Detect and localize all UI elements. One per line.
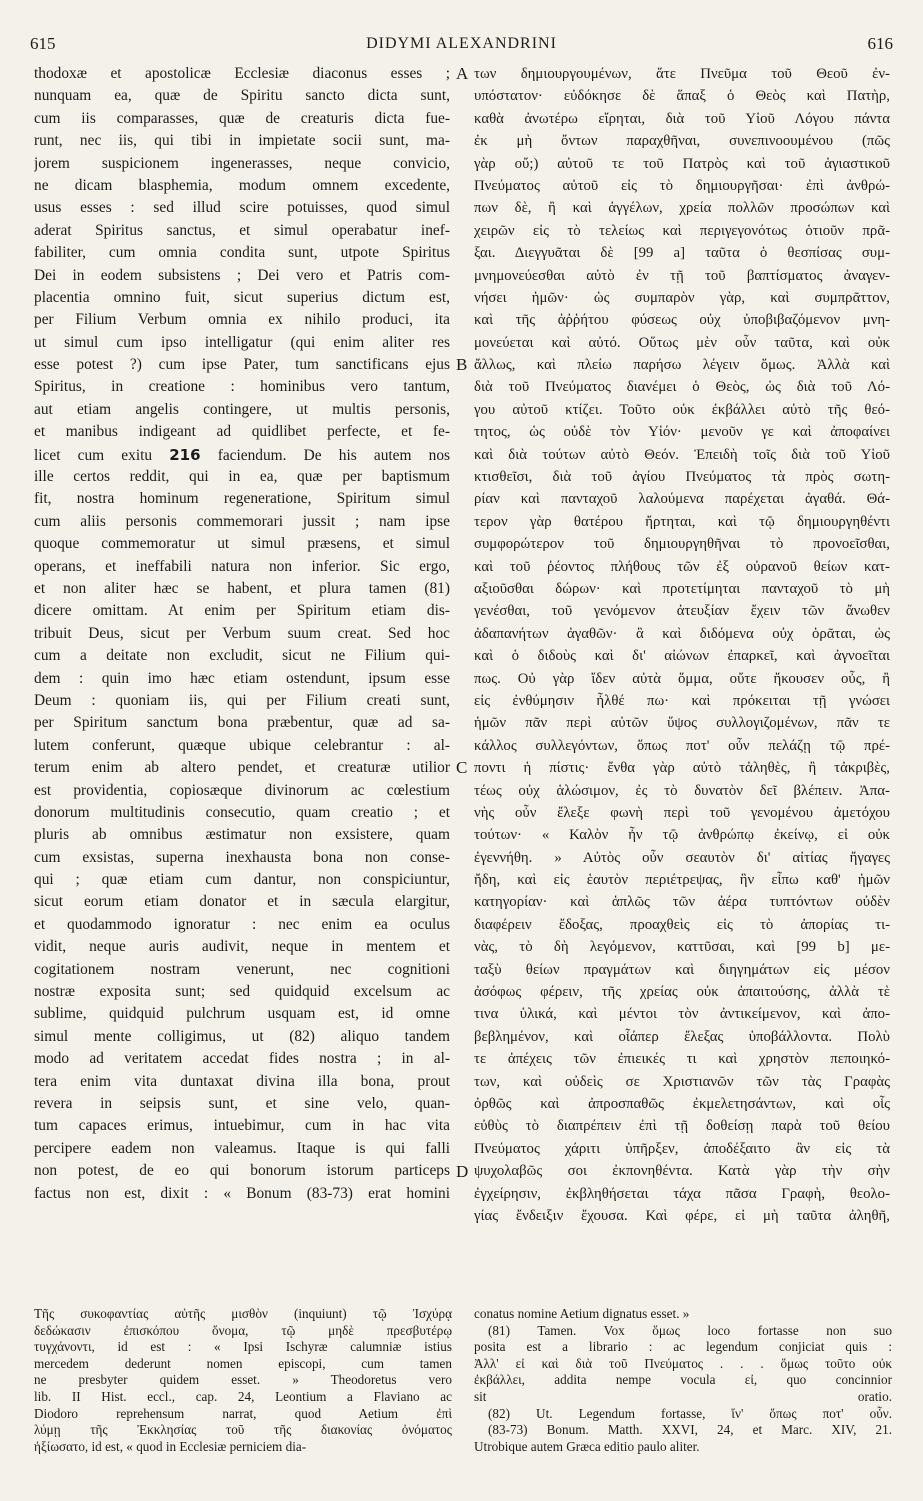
latin-line: per Filium Verbum omnia ex nihilo produci, ita xyxy=(34,311,450,329)
footnote-line: (81) Tamen. Vox ὅμως loco fortasse non suo xyxy=(488,1322,892,1338)
greek-line: καὶ ὁ διδοὺς καὶ δι' αἰώνων ἐπαρκεῖ, καὶ ἀγνοεῖται xyxy=(474,648,890,665)
latin-line: nunquam ea, quæ de Spiritu sancto dicta sunt, xyxy=(34,87,450,105)
greek-line: νὰς, τὸ δὴ λεγόμενον, καττῦσαι, καὶ [99 b] με- xyxy=(474,939,890,956)
greek-line: ὀρθῶς καὶ ἀπροσπαθῶς ἐκμελετησάντων, καὶ οἷς xyxy=(474,1095,890,1112)
greek-line: μνημονεύεσθαι αὐτὸ ἐν τῇ τοῦ βαπτίσματος ἀναγεν- xyxy=(474,267,890,284)
greek-column xyxy=(474,63,890,1227)
latin-line: terum enim ab altero pendet, et creaturæ utilior xyxy=(34,759,450,777)
latin-line: ne dicam blasphemia, modum omnem excedente, xyxy=(34,176,450,194)
greek-line: τερον γὰρ θατέρου ἤρτηται, καὶ τῷ δημιουργηθέντι xyxy=(474,513,890,530)
greek-line: νὴς οὖν ἔλεξε φωνὴ περὶ τοῦ γενομένου ἀμετόχου xyxy=(474,804,890,821)
greek-line: καθὰ ἀνωτέρω εἴρηται, διὰ τοῦ Υἱοῦ Λόγου πάντα xyxy=(474,110,890,127)
greek-line: τινα ὑλικά, καὶ μέντοι τὸν ἀντικείμενον, καὶ ἀπο- xyxy=(474,1006,890,1023)
latin-line: ille certos reddit, qui in ea, quæ per baptismum xyxy=(34,468,450,486)
footnote-line: posita est a librario : ac legendum conjiciat quis : xyxy=(474,1339,892,1355)
footnote-line: Utrobique autem Græca editio paulo aliter. xyxy=(474,1438,700,1454)
footnote-line: (82) Ut. Legendum fortasse, ἵν' ὅπως ποτ' οὖν. xyxy=(488,1405,892,1421)
greek-line: ἐκ μὴ ὄντων παραχθῆναι, συνεπινοουμένου (πῶς xyxy=(474,133,890,150)
greek-line: καὶ διὰ τούτων αὐτὸ Θεόν. Ἐπειδὴ τοῖς διὰ τοῦ Υἱοῦ xyxy=(474,446,890,463)
greek-line: συμφορώτερον τοῦ δημιουργηθῆναι τὸ προνοεῖσθαι, xyxy=(474,536,890,553)
greek-line: υπόστατον· εὐδόκησε δὲ ἅπαξ ὁ Θεὸς καὶ Πατὴρ, xyxy=(474,88,890,105)
greek-line: τέως οὐχ ἁλώσιμον, ἐς τὸ δυνατὸν δεῖ βλέπειν. Ἀπα- xyxy=(474,782,890,799)
greek-line: εἰς ἐνθύμησιν ἦλθέ πω· καὶ πρόκειται τῇ γνώσει xyxy=(474,692,890,709)
footnote-line: τυγχάνοντι, id est : « Ipsi Ischyræ calumniæ istius xyxy=(34,1339,452,1355)
latin-line: cogitationem nostram venerunt, nec cognitioni xyxy=(34,960,450,978)
greek-line: βεβλημένον, καὶ οἷάπερ ἔλεξας ὑποβάλλοντα. Πολὺ xyxy=(474,1028,890,1045)
latin-line: qui ; quæ etiam cum dantur, non conspiciuntur, xyxy=(34,871,450,889)
latin-line: dicere omittam. At enim per Spiritum etiam dis- xyxy=(34,602,450,620)
latin-column xyxy=(34,63,450,1205)
greek-line: των δημιουργουμένων, ἅτε Πνεῦμα τοῦ Θεοῦ ἐν- xyxy=(474,66,890,82)
latin-line: sublime, quidquid pulchrum usquam est, id omne xyxy=(34,1005,450,1023)
migne-column-number: 216 xyxy=(169,445,201,464)
footnote-line: lib. II Hist. eccl., cap. 24, Leontium a Flaviano ac xyxy=(34,1388,452,1404)
footnote-line: Ἀλλ' εἰ καὶ διὰ τοῦ Πνεύματος . . . ὅμως τοῦτο οὐκ xyxy=(474,1355,892,1371)
latin-line: sicut eorum etiam donator et in sæcula elargitur, xyxy=(34,893,450,911)
latin-line: et manibus indigeant ad quidlibet perfecte, et fe- xyxy=(34,423,450,441)
footnote-line: ἠξίωσατο, id est, « quod in Ecclesiæ perniciem dia- xyxy=(34,1438,307,1454)
latin-line: nostræ exposita sunt; sed quidquid excelsum ac xyxy=(34,983,450,1001)
greek-line: γενέσθαι, τοῦ γενόμενον ἀτευξίαν ἔχειν τῶν ἄνωθεν xyxy=(474,603,890,620)
latin-line: pluris ab omnibus æstimatur non exsistere, quam xyxy=(34,826,450,844)
running-title: DIDYMI ALEXANDRINI xyxy=(366,35,557,52)
latin-line: tera enim vita duntaxat divina illa bona, prout xyxy=(34,1072,450,1090)
greek-line: ρίαν καὶ πανταχοῦ λαλούμενα παρέχεται ἀγαθά. Θά- xyxy=(474,491,890,508)
latin-line-text: faciendum. De his autem nos xyxy=(200,446,450,464)
latin-line: lutem conferunt, quæque ubique celebrantur : al- xyxy=(34,736,450,754)
footnote-line: δεδώκασιν ἐπισκόπου ὄνομα, τῷ μηδὲ πρεσβυτέρῳ xyxy=(34,1322,452,1338)
greek-line: διαφέρειν ἔδοξας, προαχθεὶς εἰς τὸ ἀπορίας τι- xyxy=(474,916,890,933)
latin-line-text: licet cum exitu xyxy=(34,446,170,464)
greek-line: πων δὲ, ἢ καὶ ἀγγέλων, χρεία πολλῶν προσώπων καὶ xyxy=(474,200,890,217)
latin-line: tum capaces erimus, intuebimur, cum in hac vita xyxy=(34,1117,450,1135)
greek-line: γὰρ οὔ;) αὐτοῦ τε τοῦ Πατρὸς καὶ τοῦ ἁγιαστικοῦ xyxy=(474,155,890,172)
latin-line: modo ad veritatem accedat fides nostra ; in al- xyxy=(34,1050,450,1068)
greek-line: ἐγχείρησιν, ἐκβληθήσεται τάχα πᾶσα Γραφὴ, θεολο- xyxy=(474,1185,890,1202)
latin-line xyxy=(34,444,450,466)
latin-line: aut etiam angelis contingere, ut multis personis, xyxy=(34,400,450,418)
latin-line: est providentia, copiosæque divinorum ac cœlestium xyxy=(34,781,450,799)
latin-line: usus esses : sed illud scire potuisses, quod simul xyxy=(34,199,450,217)
footnote-line: Τῆς συκοφαντίας αὐτῆς μισθὸν (inquiunt) τῷ Ἰσχύρᾳ xyxy=(34,1306,452,1321)
greek-line: διὰ τοῦ Πνεύματος διανέμει ὁ Θεὸς, ὡς διὰ τοῦ Λό- xyxy=(474,379,890,396)
footnote-line: sit oratio. xyxy=(474,1388,892,1404)
latin-line: quoque commemoratur ut simul præsens, et simul xyxy=(34,535,450,553)
latin-line: jorem suspicionem ingenerasses, neque convicio, xyxy=(34,154,450,172)
footnote-line: ἐκβάλλει, addita nempe vocula εἰ, quo concinnior xyxy=(474,1372,892,1388)
greek-line: νήσει ἡμῶν· ὡς συμπαρὸν γὰρ, καὶ συμπρᾶττον, xyxy=(474,289,890,306)
greek-line: αξιοῦσθαι δώρων· καὶ προτετίμηται πανταχοῦ τὸ μὴ xyxy=(474,580,890,597)
latin-line: dem : quin imo hæc etiam ostendunt, ipsum esse xyxy=(34,669,450,687)
greek-line: ἐγεννήθη. » Αὐτὸς οὖν σεαυτὸν δι' αἰτίας ἤγαγες xyxy=(474,849,890,866)
latin-line: Deum : quoniam iis, qui per Filium creati sunt, xyxy=(34,691,450,709)
greek-line: ξαι. Διεγγυᾶται δὲ [99 a] ταῦτα ὁ θεσπίσας συμ- xyxy=(474,245,890,262)
latin-line: esse potest ?) cum ipse Pater, tum sanctificans ejus xyxy=(34,356,450,374)
footnote-line: (83-73) Bonum. Matth. XXVI, 24, et Marc. XIV, 21. xyxy=(488,1422,892,1438)
latin-line: thodoxæ et apostolicæ Ecclesiæ diaconus esses ; xyxy=(34,65,450,82)
greek-line: καὶ τοῦ ῥέοντος πλήθους τῶν ἐξ οὐρανοῦ θείων κατ- xyxy=(474,558,890,575)
latin-line: percipere eadem non valeamus. Itaque is qui falli xyxy=(34,1139,450,1157)
greek-line: ἤδη, καὶ εἰς ἑαυτὸν περιέτρεψας, ἣν εἶπω καθ' ἡμῶν xyxy=(474,872,890,889)
footnotes-right xyxy=(474,1306,892,1455)
greek-line: μονεύεται καὶ αὐτό. Οὕτως μὲν οὖν ταῦτα, καὶ οὐκ xyxy=(474,334,890,351)
footnote-line: λύμῃ τῆς Ἐκκλησίας τοῦ τῆς διακονίας ὀνόματος xyxy=(34,1422,452,1438)
margin-marker-a: A xyxy=(456,64,469,83)
greek-line: κατηγορίαν· καὶ ἁπλῶς τῶν ἀέρα τυπτόντων οὐδὲν xyxy=(474,894,890,911)
greek-line: ἀδαπανήτων ἀγαθῶν· ἃ καὶ διδόμενα οὐχ ὁρᾶται, ὡς xyxy=(474,625,890,642)
latin-line: simul mente colligimus, ut (82) aliquo tandem xyxy=(34,1027,450,1045)
greek-line: εὐθὺς τὸ διαπρέπειν ἐπὶ τῇ δοθείσῃ παρὰ τοῦ θείου xyxy=(474,1118,890,1135)
latin-line: et quodammodo ignoratur : nec enim ea oculus xyxy=(34,915,450,933)
latin-line: fabiliter, cum omnia condita sunt, utpote Spiritus xyxy=(34,244,450,262)
footnote-line: conatus nomine Aetium dignatus esset. » xyxy=(474,1306,690,1321)
margin-marker-d: D xyxy=(456,1161,469,1181)
greek-line: ψυχολαβῶς σοι ἐκπονηθέντα. Κατὰ γὰρ τὴν σὴν xyxy=(474,1163,890,1180)
latin-line: et non aliter hæc se habent, et plura tamen (81) xyxy=(34,579,450,597)
latin-line: non potest, de eo qui bonorum istorum particeps xyxy=(34,1162,450,1180)
latin-line: aderat Spiritus sanctus, et simul operabatur inef- xyxy=(34,221,450,239)
latin-line: donorum multitudinis consecutio, quam creatio ; et xyxy=(34,803,450,821)
greek-line: τούτων· « Καλὸν ἦν τῷ ἀνθρώπῳ ἐκείνῳ, εἰ οὐκ xyxy=(474,827,890,844)
latin-line: cum iis comparasses, quæ de creaturis dicta fue- xyxy=(34,109,450,127)
greek-line: Πνεύματος αὐτοῦ εἰς τὸ δημιουργῆσαι· ἐπὶ ἀνθρώ- xyxy=(474,177,890,194)
greek-line: των, καὶ οὐδεὶς σε Χριστιανῶν τῶν τὰς Γραφὰς xyxy=(474,1073,890,1090)
margin-marker-b: B xyxy=(456,355,468,375)
greek-line: καὶ τῆς ἀῤῥήτου φύσεως οὐχ ὑποβιβαζόμενον μνη- xyxy=(474,312,890,329)
latin-line: ut simul cum ipso intelligatur (qui enim aliter res xyxy=(34,333,450,351)
page-number-left: 615 xyxy=(30,34,56,53)
greek-line: ταξὺ θείων πραγμάτων καὶ διηγημάτων εἰς μέσον xyxy=(474,961,890,978)
footnote-line: mercedem dederunt nomen episcopi, cum tamen xyxy=(34,1355,452,1371)
latin-line: runt, nec iis, qui tibi in impietate socii sunt, ma- xyxy=(34,132,450,150)
greek-line: ποντι ἡ πίστις· ἔνθα γὰρ αὐτὸ τἀληθὲς, ἢ τἀκριβὲς, xyxy=(474,760,890,777)
greek-line: ἀσόφως φέρειν, τῆς χρείας οὐκ ἀπαιτούσης, ἀλλὰ τὲ xyxy=(474,984,890,1001)
latin-line: placentia omnino fuit, sicut superius dictum est, xyxy=(34,288,450,306)
latin-line: tribuit Deus, sicut per Verbum suum creat. Sed hoc xyxy=(34,624,450,642)
footnotes-left xyxy=(34,1306,452,1455)
page-header xyxy=(30,34,893,58)
greek-line: κτισθεῖσι, διὰ τοῦ ἁγίου Πνεύματος τὰ πρὸς σωτη- xyxy=(474,469,890,486)
greek-line: Πνεύματος χάριτι ὑπῆρξεν, ἀποδέξαιτο ἂν εἰς τὰ xyxy=(474,1140,890,1157)
greek-line: πως. Οὐ γὰρ ἴδεν αὐτὰ ὄμμα, οὔτε ἤκουσεν οὖς, ἢ xyxy=(474,670,890,687)
footnote-line: Diodoro reprehensum narrat, quod Aetium ἐπὶ xyxy=(34,1405,452,1421)
greek-line: ἡμῶν πᾶν περὶ αὐτῶν ὕψος συλλογιζομένων, πᾶν τε xyxy=(474,715,890,732)
latin-line: Dei in eodem subsistens ; Dei vero et Patris com- xyxy=(34,266,450,284)
latin-line: cum aliis personis commemorari jussit ; nam ipse xyxy=(34,512,450,530)
greek-line: τητος, ὡς οὐδὲ τὸν Υἱόν· μενοῦν γε καὶ ἀποφαίνει xyxy=(474,424,890,441)
margin-marker-c: C xyxy=(456,758,468,778)
greek-line: τε ἀπέχεις τῶν ἐπιεικές τι καὶ χρηστὸν πεποιηκό- xyxy=(474,1051,890,1068)
footnote-line: ne presbyter quidem esset. » Theodoretus vero xyxy=(34,1372,452,1388)
greek-line: χειρῶν εἰς τὸ τελείως καὶ περιγεγονότως ὁτιοῦν πρᾶ- xyxy=(474,222,890,239)
latin-line: factus non est, dixit : « Bonum (83-73) erat homini xyxy=(34,1184,450,1202)
latin-line: Spiritus, in creatione : hominibus vero tantum, xyxy=(34,378,450,396)
greek-line: γου αὐτοῦ κτίζει. Τοῦτο οὐκ ἐκβάλλει αὐτὸ τῆς θεό- xyxy=(474,401,890,418)
latin-line: cum exsistas, superna inexhausta bona non conse- xyxy=(34,848,450,866)
greek-line: κάλλος συλλεγόντων, ὅπως ποτ' οὖν πελάζῃ τῷ πρέ- xyxy=(474,737,890,754)
page-number-right: 616 xyxy=(867,34,893,53)
latin-line: revera in seipsis sunt, et sine velo, quan- xyxy=(34,1094,450,1112)
greek-line: ἄλλως, καὶ πλείω παρήσω λέγειν ὅμως. Ἀλλὰ καὶ xyxy=(474,357,890,374)
latin-line: per Spiritum sanctum bona præbentur, quæ ad sa- xyxy=(34,714,450,732)
latin-line: operans, et ineffabili natura non inferior. Sic ergo, xyxy=(34,557,450,575)
latin-line: vidit, neque auris audivit, neque in mentem et xyxy=(34,938,450,956)
greek-line: γίας ἔνδειξιν ἔχουσα. Καὶ φέρε, εἰ μὴ ταῦτα ἀληθῆ, xyxy=(474,1207,890,1224)
latin-line: cum a deitate non excludit, sicut ne Filium qui- xyxy=(34,647,450,665)
latin-line: fit, nostra hominum regeneratione, Spiritum simul xyxy=(34,490,450,508)
